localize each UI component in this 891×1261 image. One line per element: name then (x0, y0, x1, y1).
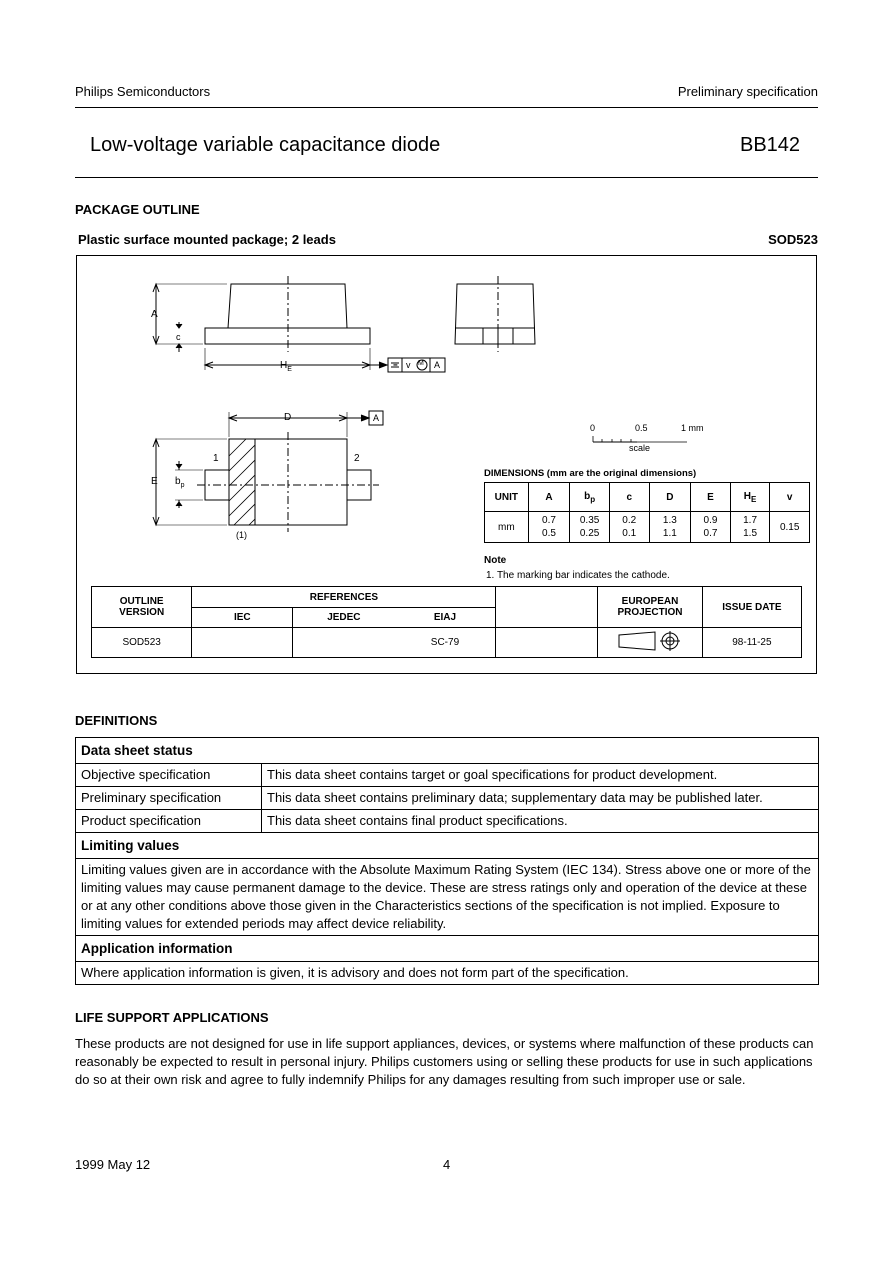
datum-A: A (373, 413, 380, 423)
dim-c: 0.2 0.1 (609, 512, 649, 543)
jedec-header: JEDEC (293, 608, 395, 628)
dim-header-v: v (770, 483, 810, 512)
scale-bar-extension (553, 410, 693, 450)
application-info-heading: Application information (76, 936, 819, 962)
eiaj-value: SC-79 (394, 628, 496, 658)
label-D: D (284, 412, 292, 423)
iec-header: IEC (192, 608, 293, 628)
limiting-values-text: Limiting values given are in accordance with the Absolute Maximum Rating System (IEC 134). Stress above one or more of the limiting values may cause permanent damage to the device. These are stress ratings only and operation of the device at these or at any other conditions above those given in the Characteristics sections of the specification is not implied. Exposure to limiting values for extended periods may affect device reliability. (76, 859, 819, 936)
european-projection-header: EUROPEAN PROJECTION (598, 587, 703, 628)
pin-2-label: 2 (354, 453, 360, 464)
data-sheet-status-heading: Data sheet status (76, 738, 819, 764)
package-outline-heading: PACKAGE OUTLINE (75, 202, 200, 217)
tolerance-M: M (418, 360, 424, 367)
note-reference: (1) (236, 530, 247, 540)
dim-HE: 1.7 1.5 (730, 512, 770, 543)
dim-bp: 0.35 0.25 (570, 512, 610, 543)
label-A: A (151, 309, 158, 320)
dimensions-table (484, 482, 810, 543)
document-type: Preliminary specification (677, 84, 818, 99)
dim-header-E: E (691, 483, 731, 512)
definitions-heading: DEFINITIONS (75, 713, 158, 728)
life-support-heading: LIFE SUPPORT APPLICATIONS (75, 1010, 269, 1025)
package-code: SOD523 (768, 232, 818, 247)
footer-date: 1999 May 12 (75, 1157, 151, 1172)
eiaj-header: EIAJ (394, 608, 496, 628)
dim-header-bp: $b_p$ (570, 483, 610, 512)
scale-half: 0.5 (635, 423, 648, 433)
pin-1-label: 1 (213, 453, 219, 464)
dim-header-D: D (649, 483, 691, 512)
status-name: Preliminary specification (76, 787, 262, 810)
outline-version-value: SOD523 (92, 628, 192, 658)
package-subtitle: Plastic surface mounted package; 2 leads (78, 232, 336, 247)
dim-unit: mm (485, 512, 529, 543)
dim-header-unit: UNIT (485, 483, 529, 512)
scale-0: 0 (590, 423, 596, 433)
outline-version-header: OUTLINE VERSION (92, 587, 192, 628)
header-rule (75, 107, 818, 108)
page-title: Low-voltage variable capacitance diode (90, 134, 441, 156)
package-outline-frame (76, 255, 817, 674)
limiting-values-heading: Limiting values (76, 833, 819, 859)
dim-A: 0.7 0.5 (528, 512, 570, 543)
page-number: 4 (443, 1157, 451, 1172)
issue-date-header: ISSUE DATE (702, 587, 801, 628)
tolerance-v: v (406, 360, 411, 370)
status-name: Product specification (76, 810, 262, 833)
dim-header-A: A (528, 483, 570, 512)
issue-date-value: 98-11-25 (702, 628, 801, 658)
dim-E: 0.9 0.7 (691, 512, 731, 543)
spacer-cell (496, 587, 598, 628)
status-name: Objective specification (76, 764, 262, 787)
label-HE: $H_E$ (280, 360, 292, 373)
label-c: c (176, 332, 181, 342)
jedec-value (293, 628, 395, 658)
projection-icon (615, 630, 685, 652)
dim-D: 1.3 1.1 (649, 512, 691, 543)
status-desc: This data sheet contains target or goal specifications for product development. (262, 764, 819, 787)
spacer-value (496, 628, 598, 658)
status-desc: This data sheet contains final product specifications. (262, 810, 819, 833)
dimensions-title: DIMENSIONS (mm are the original dimensions) (484, 468, 697, 479)
definitions-table (75, 737, 819, 985)
label-bp: $b_p$ (175, 476, 185, 489)
iec-value (192, 628, 293, 658)
dim-v: 0.15 (770, 512, 810, 543)
outline-table (91, 586, 802, 658)
note-text: 1. The marking bar indicates the cathode. (486, 570, 670, 581)
part-number: BB142 (740, 134, 801, 156)
note-title: Note (484, 555, 507, 566)
title-rule (75, 177, 818, 178)
dim-header-HE: $H_E$ (730, 483, 770, 512)
scale-label: scale (629, 443, 651, 453)
tolerance-datum: A (434, 360, 441, 370)
life-support-text: These products are not designed for use in life support appliances, devices, or systems where malfunction of these products can reasonably be expected to result in personal injury. Philips customers using or selling these products for use in such applications do so at their own risk and agree to fully indemnify Philips for any damages resulting from such improper use or sale. (75, 1036, 814, 1087)
status-desc: This data sheet contains preliminary data; supplementary data may be published later. (262, 787, 819, 810)
dim-header-c: c (609, 483, 649, 512)
references-header: REFERENCES (192, 587, 496, 608)
company-name: Philips Semiconductors (75, 84, 211, 99)
label-E: E (151, 476, 158, 487)
tolerance-symbol: ≡ (393, 360, 398, 369)
application-info-text: Where application information is given, it is advisory and does not form part of the specification. (76, 962, 819, 985)
scale-1mm: 1 mm (681, 423, 704, 433)
projection-symbol (598, 628, 703, 658)
